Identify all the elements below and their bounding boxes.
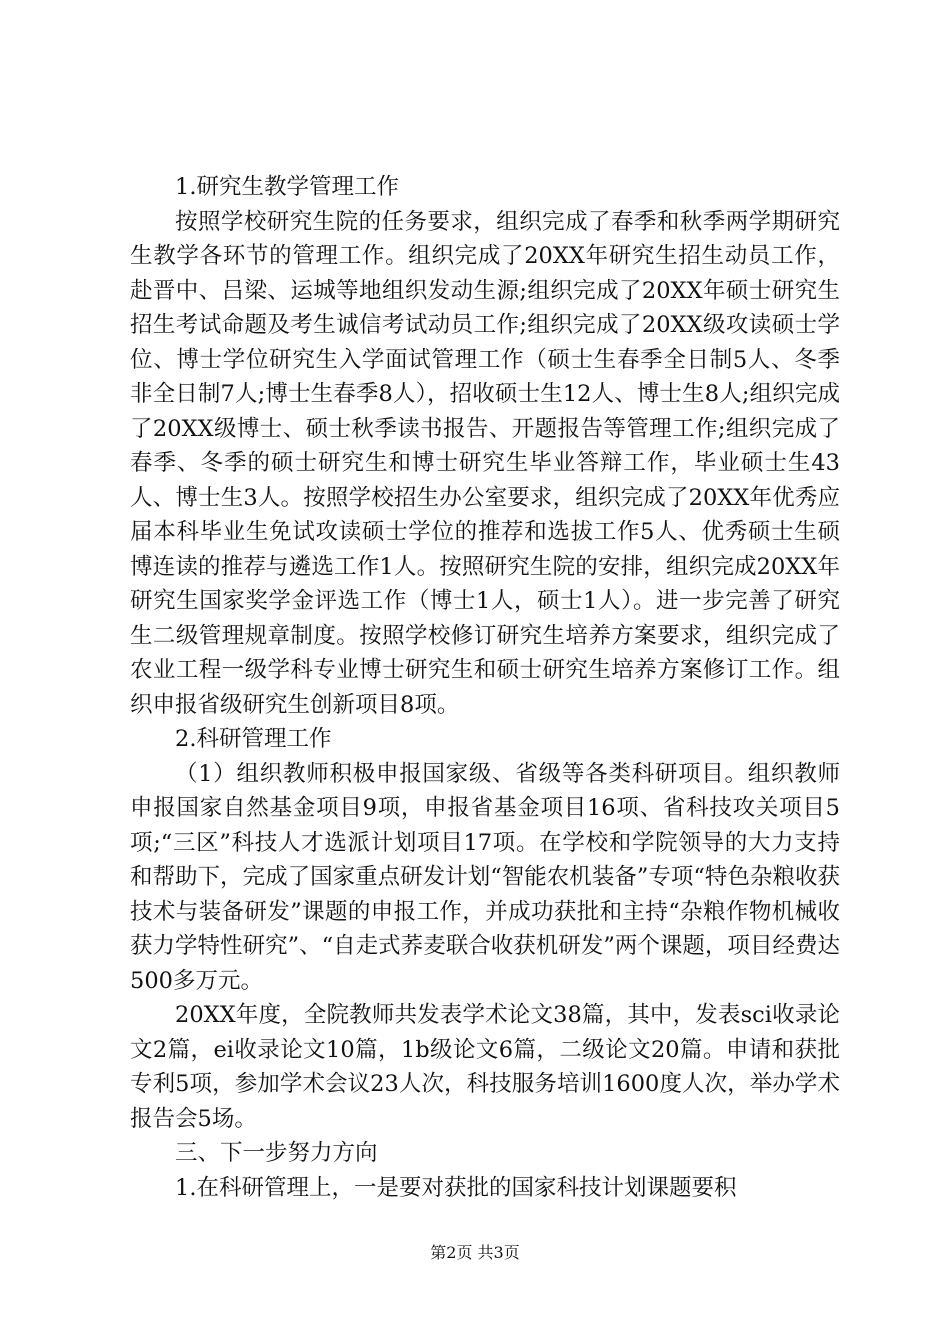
section-heading-next-steps: 三、下一步努力方向	[175, 1140, 378, 1166]
paragraph-graduate-teaching: 按照学校研究生院的任务要求，组织完成了春季和秋季两学期研究生教学各环节的管理工作。组织完成了20XX年研究生招生动员工作，赴晋中、吕梁、运城等地组织发动生源;组织完成了20XX年硕士研究生招生考试命题及考生诚信考试动员工作;组织完成了20XX级攻读硕士学位、博士学位研究生入学面试管理工作（硕士生春季全日制5人、冬季非全日制7人;博士生春季8人），招收硕士生12人、博士生8人;组织完成了20XX级博士、硕士秋季读书报告、开题报告等管理工作;组织完成了春季、冬季的硕士研究生和博士研究生毕业答辩工作，毕业硕士生43人、博士生3人。按照学校招生办公室要求，组织完成了20XX年优秀应届本科毕业生免试攻读硕士学位的推荐和选拔工作5人、优秀硕士生硕博连读的推荐与遴选工作1人。按照研究生院的安排，组织完成20XX年研究生国家奖学金评选工作（博士1人，硕士1人）。进一步完善了研究生二级管理规章制度。按照学校修订研究生培养方案要求，组织完成了农业工程一级学科专业博士研究生和硕士研究生培养方案修订工作。组织申报省级研究生创新项目8项。	[130, 208, 840, 718]
document-body	[130, 170, 840, 1205]
section-heading-research-management: 2.科研管理工作	[175, 726, 332, 752]
paragraph-research-projects: （1）组织教师积极申报国家级、省级等各类科研项目。组织教师申报国家自然基金项目9项，申报省基金项目16项、省科技攻关项目5项;“三区”科技人才选派计划项目17项。在学校和学院领导的大力支持和帮助下，完成了国家重点研发计划“智能农机装备”专项“特色杂粮收获技术与装备研发”课题的申报工作，并成功获批和主持“杂粮作物机械收获力学特性研究”、“自走式荞麦联合收获机研发”两个课题，项目经费达500多万元。	[130, 760, 840, 994]
page-number-footer: 第2页 共3页	[430, 1243, 520, 1262]
section-heading-graduate-teaching: 1.研究生教学管理工作	[175, 174, 399, 200]
paragraph-next-steps: 1.在科研管理上，一是要对获批的国家科技计划课题要积	[175, 1174, 737, 1201]
paragraph-publications: 20XX年度，全院教师共发表学术论文38篇，其中，发表sci收录论文2篇，ei收录论文10篇，1b级论文6篇，二级论文20篇。申请和获批专利5项，参加学术会议23人次，科技服务培训1600度人次，举办学术报告会5场。	[130, 1002, 840, 1132]
